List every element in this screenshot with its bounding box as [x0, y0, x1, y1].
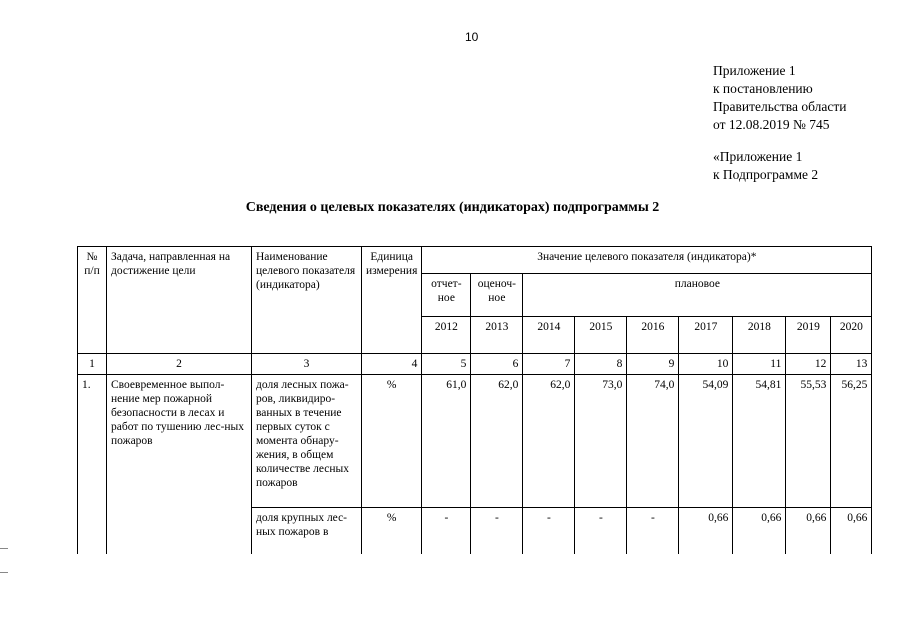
appendix-line: «Приложение 1: [713, 149, 803, 164]
row-value: -: [575, 508, 627, 555]
header-reported: отчет-ное: [422, 274, 471, 317]
document-title: Сведения о целевых показателях (индикаторах) подпрограммы 2: [245, 200, 660, 215]
header-year: 2016: [627, 317, 679, 354]
header-year: 2012: [422, 317, 471, 354]
header-indicator: Наименование целевого показателя (индикатора): [252, 247, 362, 354]
appendix-line: Правительства области: [713, 99, 847, 114]
header-year: 2019: [786, 317, 831, 354]
row-value: -: [422, 508, 471, 555]
row-value: 0,66: [679, 508, 733, 555]
row-indicator: доля крупных лес-ных пожаров в: [252, 508, 362, 555]
appendix-header: [713, 62, 846, 134]
column-number: 10: [679, 354, 733, 375]
row-value: 74,0: [627, 375, 679, 508]
column-number: 8: [575, 354, 627, 375]
appendix-line: к постановлению: [713, 81, 813, 96]
header-year: 2014: [523, 317, 575, 354]
appendix-line: к Подпрограмме 2: [713, 167, 819, 182]
row-value: -: [627, 508, 679, 555]
header-year: 2013: [471, 317, 523, 354]
row-value: 55,53: [786, 375, 831, 508]
column-number: 1: [78, 354, 107, 375]
row-number: 1.: [78, 375, 107, 555]
column-number: 2: [107, 354, 252, 375]
column-number: 11: [733, 354, 786, 375]
appendix-line: Приложение 1: [713, 63, 796, 78]
row-unit: %: [362, 375, 422, 508]
row-value: 54,09: [679, 375, 733, 508]
row-value: -: [523, 508, 575, 555]
header-task: Задача, направленная на достижение цели: [107, 247, 252, 354]
header-num: № п/п: [78, 247, 107, 354]
column-number: 4: [362, 354, 422, 375]
row-value: 0,66: [786, 508, 831, 555]
appendix-line: от 12.08.2019 № 745: [713, 117, 830, 132]
header-year: 2018: [733, 317, 786, 354]
header-unit: Единица измерения: [362, 247, 422, 354]
column-number: 9: [627, 354, 679, 375]
row-task: Своевременное выпол-нение мер пожарной безопасности в лесах и работ по тушению лес-ных пожаров: [107, 375, 252, 555]
page-number: 10: [465, 30, 479, 44]
row-unit: %: [362, 508, 422, 555]
header-year: 2020: [831, 317, 872, 354]
row-value: 54,81: [733, 375, 786, 508]
column-number: 7: [523, 354, 575, 375]
header-year: 2015: [575, 317, 627, 354]
table-row: [78, 375, 872, 508]
header-planned: плановое: [523, 274, 872, 317]
column-number: 5: [422, 354, 471, 375]
header-estimated: оценоч-ное: [471, 274, 523, 317]
header-value-group: Значение целевого показателя (индикатора)*: [422, 247, 872, 274]
column-number: 3: [252, 354, 362, 375]
column-number: 6: [471, 354, 523, 375]
column-number: 12: [786, 354, 831, 375]
column-number: 13: [831, 354, 872, 375]
margin-mark: [0, 572, 8, 573]
row-value: 0,66: [831, 508, 872, 555]
margin-mark: [0, 548, 8, 549]
row-value: 73,0: [575, 375, 627, 508]
row-value: 56,25: [831, 375, 872, 508]
indicators-table: [77, 246, 872, 554]
subprogram-appendix: [713, 148, 818, 184]
row-value: -: [471, 508, 523, 555]
header-year: 2017: [679, 317, 733, 354]
row-value: 62,0: [471, 375, 523, 508]
row-value: 0,66: [733, 508, 786, 555]
row-indicator: доля лесных пожа-ров, ликвидиро-ванных в течение первых суток с момента обнару-жения, в общем количестве лесных пожаров: [252, 375, 362, 508]
row-value: 62,0: [523, 375, 575, 508]
row-value: 61,0: [422, 375, 471, 508]
